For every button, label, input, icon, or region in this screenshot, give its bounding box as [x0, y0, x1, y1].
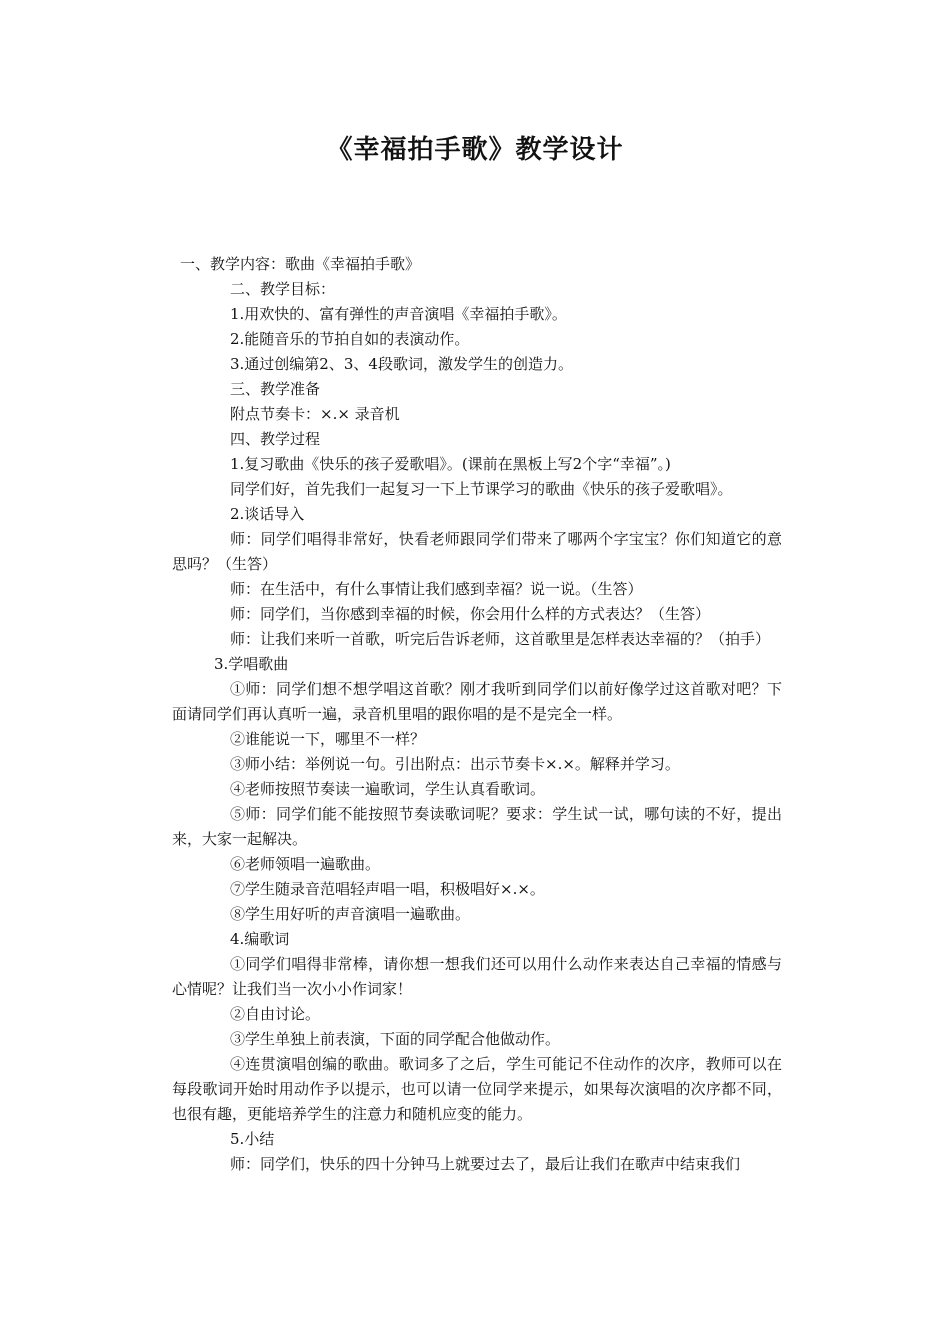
dialogue-paragraph: 师：同学们，当你感到幸福的时候，你会用什么样的方式表达？（生答）	[230, 605, 711, 623]
goal-item-2: 2.能随音乐的节拍自如的表演动作。	[230, 330, 470, 348]
list-item: ②谁能说一下，哪里不一样？	[230, 730, 426, 748]
process-step-4: 4.编歌词	[230, 930, 290, 948]
dialogue-paragraph: 师：在生活中，有什么事情让我们感到幸福？说一说。（生答）	[230, 580, 643, 598]
process-step-3: 3.学唱歌曲	[214, 655, 289, 673]
document-title: 《幸福拍手歌》教学设计	[326, 135, 624, 165]
process-step-1: 1.复习歌曲《快乐的孩子爱歌唱》。(课前在黑板上写2个字“幸福”。)	[230, 455, 671, 473]
list-item: ①同学们唱得非常棒，请你想一想我们还可以用什么动作来表达自己幸福的情感与心情呢？让我们当一次小小作词家！	[172, 955, 782, 998]
goal-item-1: 1.用欢快的、富有弹性的声音演唱《幸福拍手歌》。	[230, 305, 567, 323]
goal-item-3: 3.通过创编第2、3、4段歌词，激发学生的创造力。	[230, 355, 573, 373]
list-item: ⑥老师领唱一遍歌曲。	[230, 855, 381, 873]
list-item: ③师小结：举例说一句。引出附点：出示节奏卡×.×。解释并学习。	[230, 755, 680, 773]
dialogue-paragraph: 师：同学们唱得非常好，快看老师跟同学们带来了哪两个字宝宝？你们知道它的意思吗？（生答）	[172, 530, 782, 573]
process-step-2: 2.谈话导入	[230, 505, 305, 523]
process-step-1-text: 同学们好，首先我们一起复习一下上节课学习的歌曲《快乐的孩子爱歌唱》。	[230, 480, 733, 498]
heading-teaching-goals: 二、教学目标：	[230, 280, 336, 298]
list-item: ⑤师：同学们能不能按照节奏读歌词呢？要求：学生试一试，哪句读的不好，提出来，大家一起解决。	[172, 805, 782, 848]
document-body	[172, 252, 782, 1177]
list-item: ②自由讨论。	[230, 1005, 321, 1023]
list-item: ④连贯演唱创编的歌曲。歌词多了之后，学生可能记不住动作的次序，教师可以在每段歌词开始时用动作予以提示，也可以请一位同学来提示，如果每次演唱的次序都不同，也很有趣，更能培养学生的注意力和随机应变的能力。	[172, 1055, 782, 1123]
dialogue-paragraph: 师：让我们来听一首歌，听完后告诉老师，这首歌里是怎样表达幸福的？（拍手）	[230, 630, 771, 648]
list-item: ③学生单独上前表演，下面的同学配合他做动作。	[230, 1030, 561, 1048]
list-item: ⑧学生用好听的声音演唱一遍歌曲。	[230, 905, 471, 923]
list-item: ④老师按照节奏读一遍歌词，学生认真看歌词。	[230, 780, 546, 798]
process-step-5: 5.小结	[230, 1130, 275, 1148]
summary-paragraph: 师：同学们，快乐的四十分钟马上就要过去了，最后让我们在歌声中结束我们	[230, 1155, 741, 1173]
list-item: ⑦学生随录音范唱轻声唱一唱，积极唱好×.×。	[230, 880, 545, 898]
list-item: ①师：同学们想不想学唱这首歌？刚才我听到同学们以前好像学过这首歌对吧？下面请同学们再认真听一遍，录音机里唱的跟你唱的是不是完全一样。	[172, 680, 782, 723]
heading-teaching-preparation: 三、教学准备	[230, 380, 321, 398]
heading-teaching-process: 四、教学过程	[230, 430, 321, 448]
paragraph-teaching-content: 一、教学内容：歌曲《幸福拍手歌》	[180, 255, 421, 273]
paragraph-preparation: 附点节奏卡：×.× 录音机	[230, 405, 400, 423]
